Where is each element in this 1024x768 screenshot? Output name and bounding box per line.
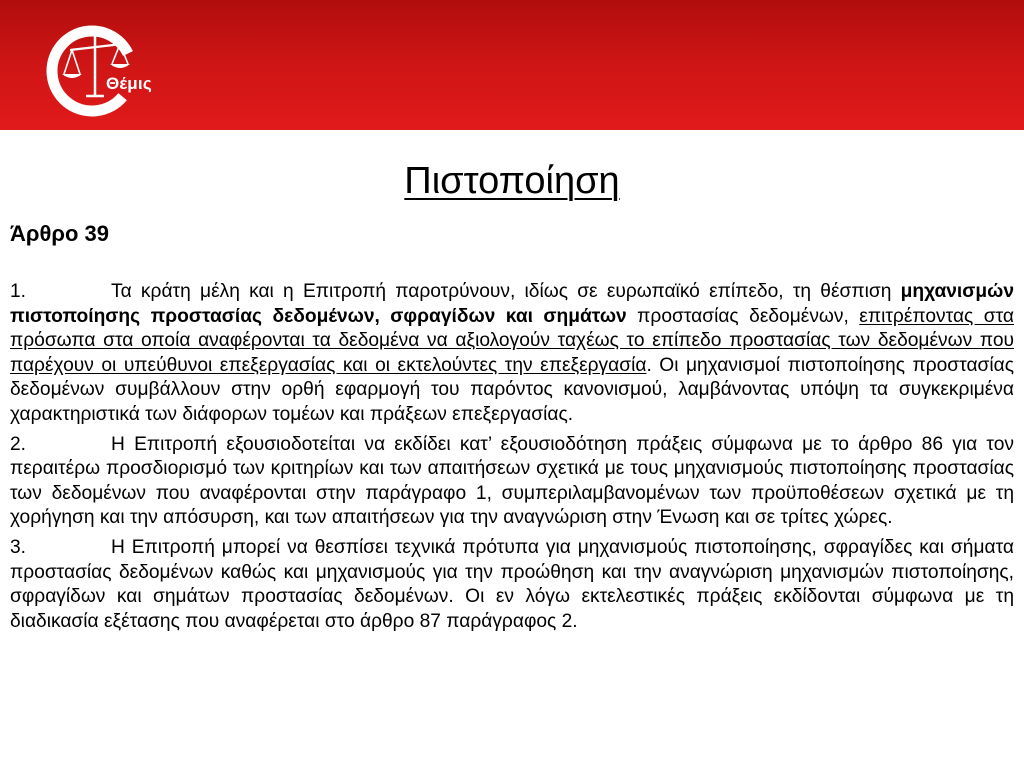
logo-text: Θέμις bbox=[106, 74, 152, 93]
underlined-text: επιτρέποντας στα πρόσωπα στα οποία αναφέρονται τα δεδομένα να αξιολογούν ταχέως το επίπεδο προστασίας των δεδομένων που παρέχουν οι υπεύθυνοι επεξεργασίας και οι εκτελούντες την επεξεργασία bbox=[10, 305, 1014, 376]
paragraph-text: Η Επιτροπή μπορεί να θεσπίσει τεχνικά πρότυπα για μηχανισμούς πιστοποίησης, σφραγίδες και σήματα προστασίας δεδομένων καθώς και μηχανισμούς για την προώθηση και την αναγνώριση μηχανισμών πιστοποίησης, σφραγίδων και σημάτων προστασίας δεδομένων. Οι εν λόγω εκτελεστικές πράξεις εκδίδονται σύμφωνα με τη διαδικασία εξέτασης που αναφέρεται στο άρθρο 87 παράγραφος 2. bbox=[10, 536, 1014, 632]
paragraph-number: 1. bbox=[10, 281, 27, 302]
paragraph-number: 3. bbox=[10, 536, 27, 558]
paragraph-text: . Οι μηχανισμοί πιστοποίησης προστασίας δεδομένων συμβάλλουν στην ορθή εφαρμογή του παρόντος κανονισμού, λαμβάνοντας υπόψη τα συγκεκριμένα χαρακτηριστικά των διάφορων τομέων και πράξεων επεξεργασίας. bbox=[10, 354, 1014, 425]
article-body bbox=[10, 280, 1014, 639]
paragraph-3 bbox=[10, 536, 1014, 634]
bold-text: μηχανισμών πιστοποίησης προστασίας δεδομένων, σφραγίδων και σημάτων bbox=[10, 281, 1014, 327]
paragraph-2 bbox=[10, 433, 1014, 531]
paragraph-1 bbox=[10, 280, 1014, 428]
paragraph-number: 2. bbox=[10, 433, 27, 455]
page-title: Πιστοποίηση bbox=[404, 160, 620, 202]
themis-scales-icon bbox=[40, 16, 170, 126]
paragraph-text: Η Επιτροπή εξουσιοδοτείται να εκδίδει κατ’ εξουσιοδότηση πράξεις σύμφωνα με το άρθρο 86 για τον περαιτέρω προσδιορισμό των κριτηρίων και των απαιτήσεων σχετικά με τους μηχανισμούς πιστοποίησης προστασίας των δεδομένων που αναφέρονται στην παράγραφο 1, συμπεριλαμβανομένων των προϋποθέσεων σχετικά με τη χορήγηση και την απόσυρση, και των απαιτήσεων για την αναγνώριση στην Ένωση και σε τρίτες χώρες. bbox=[10, 433, 1014, 529]
paragraph-text: προστασίας δεδομένων, bbox=[637, 305, 849, 327]
article-heading: Άρθρο 39 bbox=[10, 221, 110, 246]
header-band bbox=[0, 0, 1024, 130]
paragraph-text: Τα κράτη μέλη και η Επιτροπή παροτρύνουν, ιδίως σε ευρωπαϊκό επίπεδο, τη θέσπιση bbox=[111, 281, 892, 302]
